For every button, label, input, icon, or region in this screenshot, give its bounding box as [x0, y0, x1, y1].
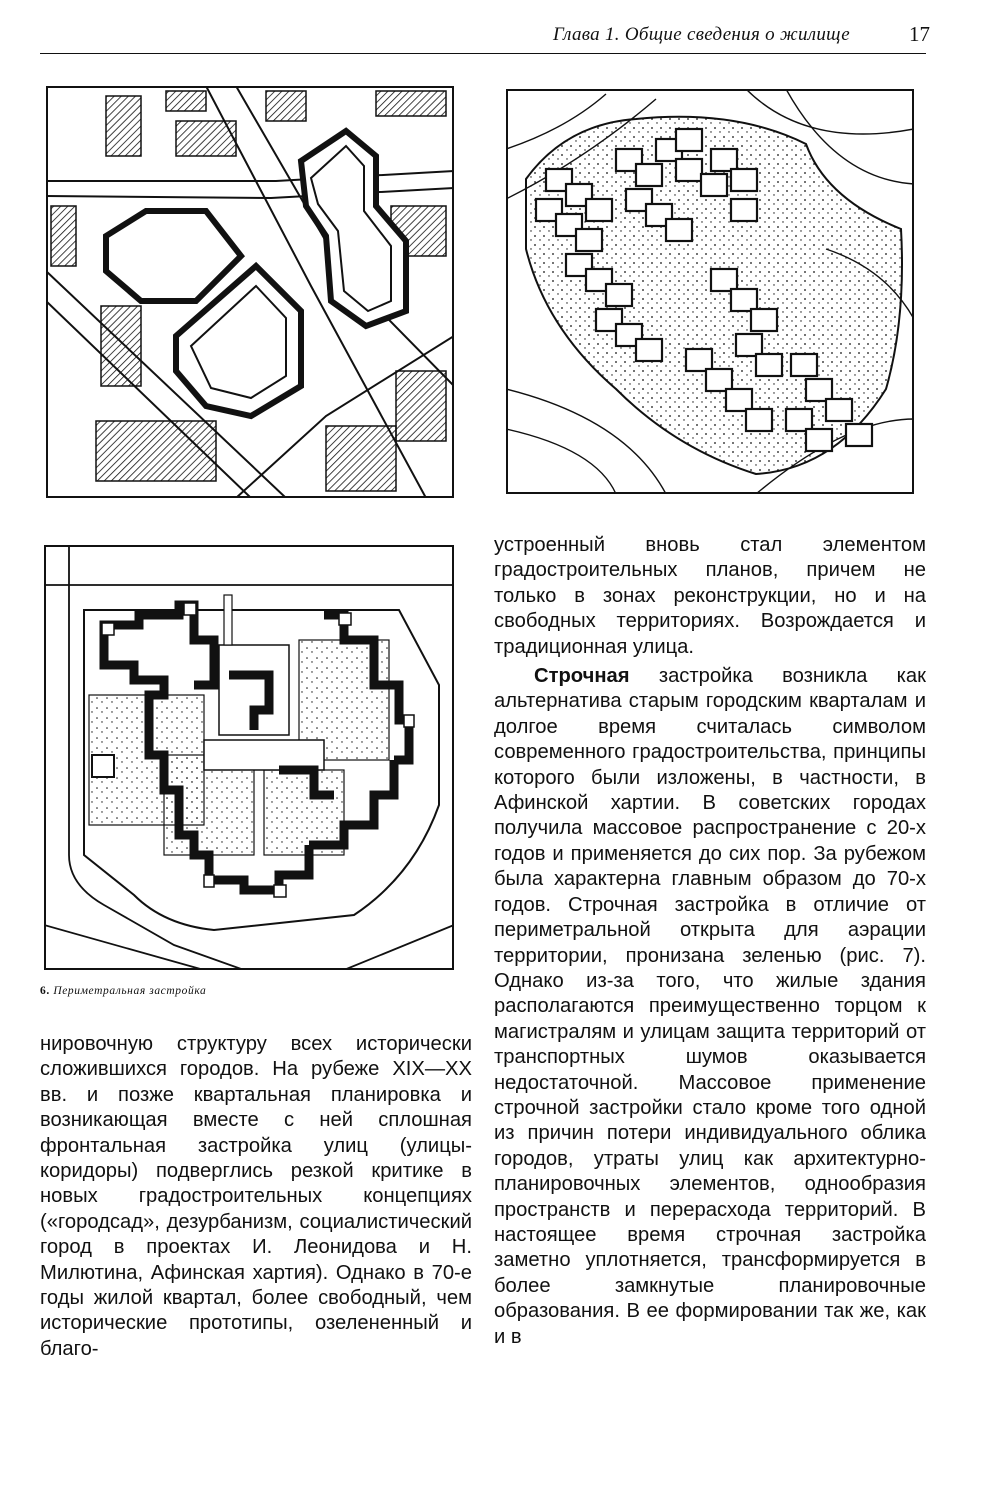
left-text-column [40, 1032, 472, 1362]
figure-quarter-block-plan [46, 86, 454, 498]
page-number: 17 [909, 22, 930, 46]
right-text-column [494, 533, 926, 1350]
header-rule [40, 53, 926, 54]
figure-caption [40, 984, 230, 998]
row-development-plan-icon [506, 89, 914, 494]
city-block-plan-icon [46, 86, 454, 498]
running-header: Глава 1. Общие сведения о жилище [553, 24, 850, 45]
perimeter-block-plan-icon [44, 545, 454, 970]
term-lead: Строчная [534, 665, 630, 688]
right-paragraph-1: устроенный вновь стал элементом градостроительных планов, причем не только в зонах реконструкции, но и на свободных территориях. Возрождается и традиционная улица. [494, 534, 926, 658]
right-paragraph-2-body: застройка возникла как альтернатива старым городским кварталам и долгое время считалась символом современного градостроительства, принципы которого были изложены, в частности, в Афинской хартии. В советских городах получила массовое распространение с 20-х годов и применяется до сих пор. За рубежом была характерна главным образом до 70-х годов. Строчная застройка в отличие от периметральной открыта для аэрации территории, пронизана зеленью (рис. 7). Однако из-за того, что жилые здания располагаются преимущественно торцом к магистралям и улицам защита территорий от транспортных шумов оказывается недостаточной. Массовое применение строчной застройки стало кроме того одной из причин потери индивидуального облика городов, утраты улиц как архитектурно-планировочных элементов, однообразия пространств и перерасхода территорий. В настоящее время строчная застройка заметно уплотняется, трансформируется в более замкнутые планировочные образования. В ее формировании так же, как и в [494, 665, 926, 1348]
figure-perimeter-development [44, 545, 454, 970]
left-paragraph: нировочную структуру всех исторически сложившихся городов. На рубеже XIX—XX вв. и позже квартальная планировка и возникающая вместе с ней сплошная фронтальная застройка улиц (улицы-коридоры) подверглись резкой критике в новых градостроительных концепциях («городсад», дезурбанизм, социалистический город в проектах И. Леонидова и Н. Милютина, Афинская хартия). Однако в 70-е годы жилой квартал, более свободный, чем исторические прототипы, озелененный и благо- [40, 1033, 472, 1360]
caption-number: 6. [40, 985, 50, 997]
caption-text: Периметральная застройка [53, 985, 207, 997]
right-paragraph-2 [494, 664, 926, 1350]
figure-terrain-row-plan [506, 89, 914, 494]
